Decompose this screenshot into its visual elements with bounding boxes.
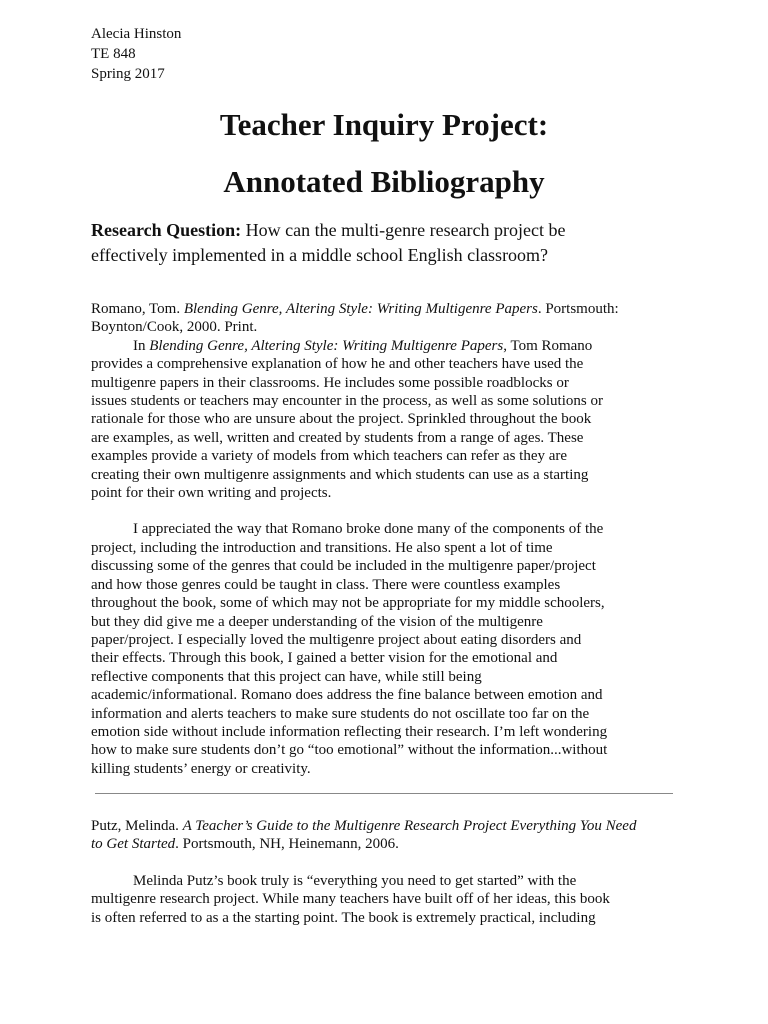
annotation-line: emotion side without include information reflecting their research. I’m left wondering <box>91 723 608 740</box>
research-question-text: How can the multi-genre research project be <box>241 220 566 240</box>
citation <box>91 817 681 854</box>
annotation-line: provides a comprehensive explanation of how he and other teachers have used the <box>91 356 584 373</box>
annotation-book-title: Blending Genre, Altering Style: Writing Multigenre Papers <box>149 337 504 354</box>
annotation-line: point for their own writing and projects. <box>91 485 332 502</box>
bibliography-entry-putz <box>91 817 681 927</box>
citation-author: Putz, Melinda. <box>91 818 183 834</box>
annotation-line: reflective components that this project can have, while still being <box>91 668 482 685</box>
citation <box>91 300 681 337</box>
annotation-line: throughout the book, some of which may not be appropriate for my middle schoolers, <box>91 595 605 612</box>
section-divider <box>95 793 673 794</box>
citation-publisher: . Portsmouth: <box>537 301 619 317</box>
annotation-line: killing students’ energy or creativity. <box>91 760 311 777</box>
annotation-line: project, including the introduction and transitions. He also spent a lot of time <box>91 539 553 556</box>
annotation-paragraph-2 <box>91 520 681 778</box>
annotation-line: multigenre papers in their classrooms. He includes some possible roadblocks or <box>91 374 569 391</box>
citation-title: A Teacher’s Guide to the Multigenre Research Project Everything You Need <box>182 818 637 834</box>
annotation-text: In <box>133 337 150 354</box>
term: Spring 2017 <box>91 66 165 82</box>
annotation-line: academic/informational. Romano does address the fine balance between emotion and <box>91 687 603 704</box>
annotation-line: multigenre research project. While many teachers have built off of her ideas, this book <box>91 891 610 908</box>
research-question <box>91 218 691 268</box>
author-name: Alecia Hinston <box>91 26 182 42</box>
course-code: TE 848 <box>91 46 136 62</box>
annotation-line: how to make sure students don’t go “too emotional” without the information...without <box>91 742 608 759</box>
annotation-line: examples provide a variety of models from which teachers can refer as they are <box>91 448 568 465</box>
citation-author: Romano, Tom. <box>91 301 184 317</box>
research-question-label: Research Question: <box>91 220 242 240</box>
annotation-paragraph-1 <box>91 337 681 503</box>
bibliography-entry-romano <box>91 300 681 778</box>
annotation-line: rationale for those who are unsure about the project. Sprinkled throughout the book <box>91 411 592 428</box>
citation-publisher: . Portsmouth, NH, Heinemann, 2006. <box>175 836 399 853</box>
citation-title: Blending Genre, Altering Style: Writing Multigenre Papers <box>183 301 538 317</box>
research-question-text-2: effectively implemented in a middle school English classroom? <box>91 245 549 265</box>
annotation-line: creating their own multigenre assignments and which students can use as a starting <box>91 466 589 483</box>
annotation-line: Melinda Putz’s book truly is “everything you need to get started” with the <box>133 872 577 889</box>
annotation-text: , Tom Romano <box>503 337 593 354</box>
annotation-line: and how those genres could be taught in class. There were countless examples <box>91 576 561 593</box>
citation-publisher-2: Boynton/Cook, 2000. Print. <box>91 319 258 336</box>
annotation-line: I appreciated the way that Romano broke done many of the components of the <box>133 521 604 538</box>
document-title-line-1: Teacher Inquiry Project: <box>219 107 549 142</box>
annotation-line: issues students or teachers may encounter in the process, as well as some solutions or <box>91 393 603 410</box>
annotation-line: discussing some of the genres that could be included in the multigenre paper/project <box>91 558 596 575</box>
annotation-line: paper/project. I especially loved the multigenre project about eating disorders and <box>91 631 582 648</box>
header-block <box>91 24 181 84</box>
annotation-line: their effects. Through this book, I gained a better vision for the emotional and <box>91 650 558 667</box>
citation-title-2: to Get Started <box>91 836 176 853</box>
document-title-line-2: Annotated Bibliography <box>223 164 545 199</box>
annotation-line: but they did give me a deeper understanding of the vision of the multigenre <box>91 613 543 630</box>
annotation-paragraph-1 <box>91 872 681 927</box>
annotation-line: are examples, as well, written and created by students from a range of ages. These <box>91 429 584 446</box>
annotation-line: information and alerts teachers to make sure students do not oscillate too far on the <box>91 705 590 722</box>
annotation-line: is often referred to as a the starting point. The book is extremely practical, including <box>91 909 596 926</box>
